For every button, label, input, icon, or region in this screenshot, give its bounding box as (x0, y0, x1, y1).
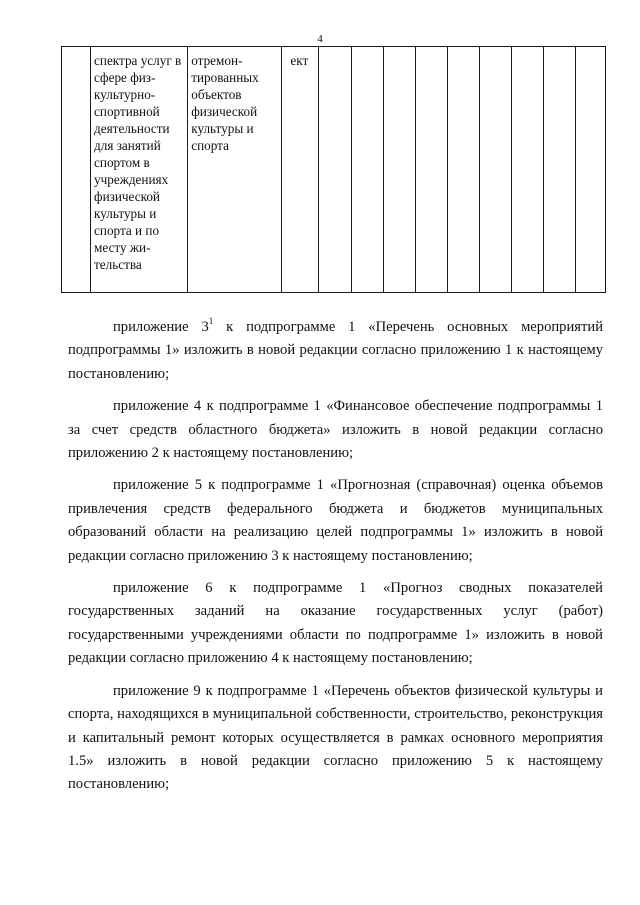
page-number: 4 (317, 33, 323, 45)
table-cell-empty (511, 47, 543, 293)
continuation-table (61, 46, 606, 293)
table-cell-empty (447, 47, 479, 293)
table-cell-unit: ект (282, 47, 319, 293)
table-cell-empty (543, 47, 575, 293)
paragraph-appendix-9: приложение 9 к подпрограмме 1 «Перечень объектов физической культуры и спорта, находящихся в муниципальной собственности, строительство, реконструкция и капитальный ремонт которых осуществляется в рамках основного мероприятия 1.5» изложить в новой редакции согласно приложению 5 к настоящему постановлению; (68, 682, 603, 793)
paragraph-appendix-6: приложение 6 к подпрограмме 1 «Прогноз сводных показателей государственных заданий на оказание государственных услуг (работ) государственными учреждениями области по подпрограмме 1» изложить в новой редакции согласно приложению 4 к настоящему постановлению; (68, 580, 603, 667)
table-cell-empty (319, 47, 351, 293)
table-cell-empty (575, 47, 605, 293)
table-cell-empty (351, 47, 383, 293)
table-cell-empty (62, 47, 91, 293)
table-cell-empty (479, 47, 511, 293)
paragraph-appendix-4: приложение 4 к подпрограмме 1 «Финансовое обеспечение подпрограммы 1 за счет средств областного бюджета» изложить в новой редакции согласно приложению 2 к настоящему постановлению; (68, 398, 603, 462)
table-cell-empty (415, 47, 447, 293)
table-row (62, 47, 606, 293)
document-body (68, 316, 603, 806)
table-cell-empty (383, 47, 415, 293)
table-cell-repaired: отремон-тированных объектов физической культуры и спорта (188, 47, 282, 293)
table-cell-services: спектра услуг в сфере физ-культурно-спортивной деятельности для занятий спортом в учреждениях физической культуры и спорта и по месту жи-тельства (91, 47, 188, 293)
paragraph-appendix-3-1: приложение $3^1$ к подпрограмме 1 «Перечень основных мероприятий подпрограммы 1» изложить в новой редакции согласно приложению 1 к настоящему постановлению; (68, 316, 603, 382)
paragraph-appendix-5: приложение 5 к подпрограмме 1 «Прогнозная (справочная) оценка объемов привлечения средств федерального бюджета и бюджетов муниципальных образований области на реализацию целей подпрограммы 1» изложить в новой редакции согласно приложению 3 к настоящему постановлению; (68, 477, 603, 564)
